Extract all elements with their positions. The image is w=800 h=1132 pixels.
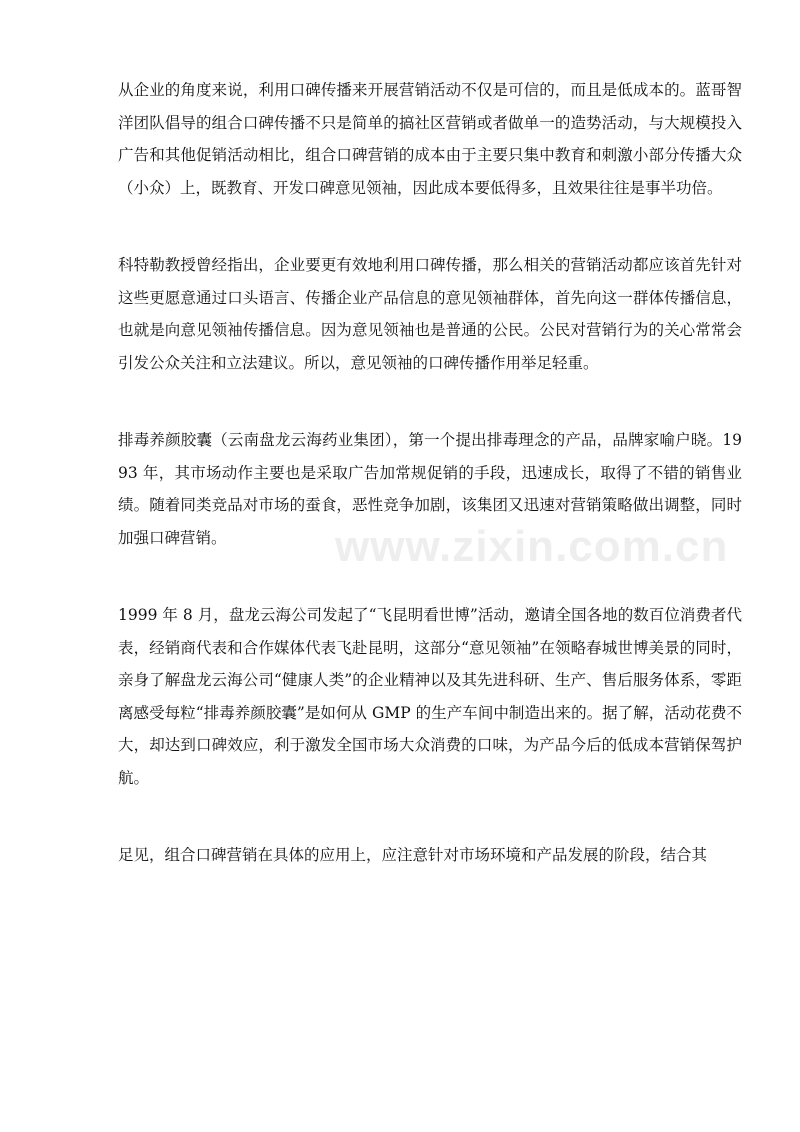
paragraph-4: 1999 年 8 月，盘龙云海公司发起了“飞昆明看世博”活动，邀请全国各地的数百位消费者代表，经销商代表和合作媒体代表飞赴昆明，这部分“意见领袖”在领略春城世博美景的同时，亲身了解盘龙云海公司“健康人类”的企业精神以及其先进科研、生产、售后服务体系，零距离感受每粒“排毒养颜胶囊”是如何从 GMP 的生产车间中制造出来的。据了解，活动花费不大，却达到口碑效应，利于激发全国市场大众消费的口味，为产品今后的低成本营销保驾护航。: [118, 606, 742, 787]
document-body: [118, 74, 742, 917]
paragraph-5: 足见，组合口碑营销在具体的应用上，应注意针对市场环境和产品发展的阶段，结合其: [118, 846, 708, 864]
paragraph-1: 从企业的角度来说，利用口碑传播来开展营销活动不仅是可信的，而且是低成本的。蓝哥智洋团队倡导的组合口碑传播不只是简单的搞社区营销或者做单一的造势活动，与大规模投入广告和其他促销活动相比，组合口碑营销的成本由于主要只集中教育和刺激小部分传播大众（小众）上，既教育、开发口碑意见领袖，因此成本要低得多，且效果往往是事半功倍。: [118, 81, 742, 197]
paragraph-3: 排毒养颜胶囊（云南盘龙云海药业集团），第一个提出排毒理念的产品，品牌家喻户晓。1993 年，其市场动作主要也是采取广告加常规促销的手段，迅速成长，取得了不错的销售业绩。随着同类竞品对市场的蚕食，恶性竞争加剧，该集团又迅速对营销策略做出调整，同时加强口碑营销。: [118, 431, 742, 547]
paragraph-2: 科特勒教授曾经指出，企业要更有效地利用口碑传播，那么相关的营销活动都应该首先针对这些更愿意通过口头语言、传播企业产品信息的意见领袖群体，首先向这一群体传播信息，也就是向意见领袖传播信息。因为意见领袖也是普通的公民。公民对营销行为的关心常常会引发公众关注和立法建议。所以，意见领袖的口碑传播作用举足轻重。: [118, 256, 742, 372]
watermark: www.zixin.com.cn: [335, 522, 729, 571]
